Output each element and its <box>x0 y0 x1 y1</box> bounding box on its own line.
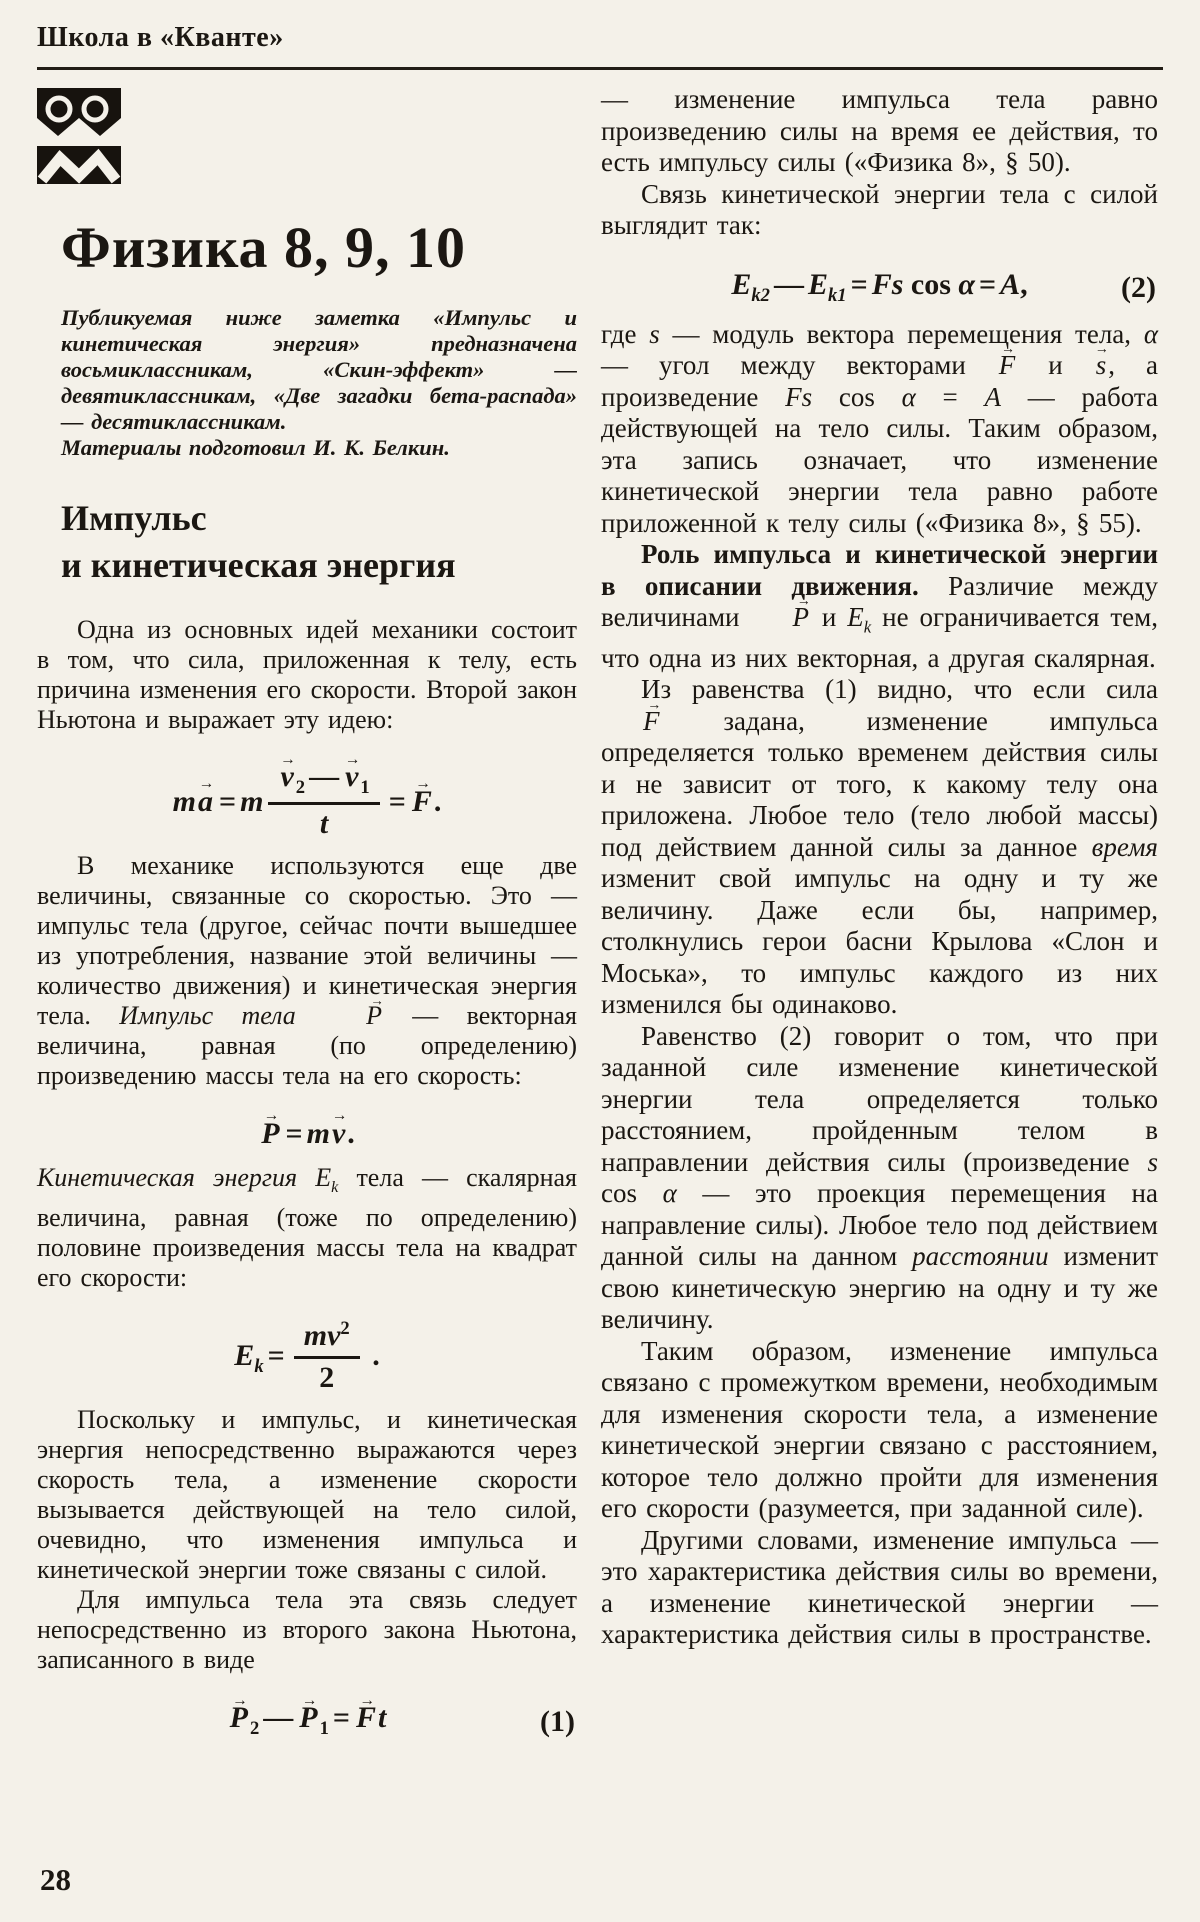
equation-number: (1) <box>540 1704 575 1738</box>
abstract-paragraph: Публикуемая ниже заметка «Импульс и кинетическая энергия» предназначена восьмиклассникам, «Скин-эффект» — девятиклассникам, «Две загадки бета-распада» — десятиклассникам. <box>61 305 577 434</box>
paragraph: Роль импульса и кинетической энергии в описании движения. Различие между величинами P → и $E_k$ не ограничивается тем, что одна из них векторная, а другая скалярная. <box>601 539 1158 674</box>
paragraph: Кинетическая энергия $E_k$ тела — скалярная величина, равная (тоже по определению) половине произведения массы тела на квадрат его скорости: <box>37 1163 577 1293</box>
fraction: $\frac{v \to _2 — v \to _1}{t}$ <box>268 761 379 839</box>
paragraph: Другими словами, изменение импульса — это характеристика действия силы во времени, а изменение кинетической энергии — характеристика действия силы в пространстве. <box>601 1524 1158 1650</box>
right-column <box>601 84 1158 1651</box>
page-number: 28 <box>40 1862 71 1897</box>
masthead-rule <box>37 67 1163 70</box>
section-header: Школа в «Кванте» <box>37 22 284 53</box>
byline: Материалы подготовил И. К. Белкин. <box>61 435 450 460</box>
formula-momentum-definition: P → = mv →. <box>37 1105 577 1151</box>
article-heading: Импульс и кинетическая энергия <box>61 498 456 585</box>
formula-impulse-change: P → $_2$ — P → $_1$ = F →t (1) <box>37 1689 577 1740</box>
formula-kinetic-energy-definition: $E_k$ = $\frac{mv^2}{2}$ . <box>234 1318 380 1394</box>
left-column <box>37 88 577 1752</box>
paragraph: Из равенства (1) видно, что если сила F → задана, изменение импульса определяется только временем действия силы и не зависит от того, к какому телу она приложена. Любое тело (тело любой массы) под действием данной силы за данное время изменит свой импульс на одну и ту же величину. Даже если бы, например, столкнулись герои басни Крылова «Слон и Моська», то импульс каждого из них изменился бы одинаково. <box>601 674 1158 1021</box>
fraction: $\frac{mv^2}{2}$ <box>294 1319 360 1393</box>
formula-newton-second-law: ma → = m $\frac{v \to _2 — v \to _1}{t}$ = F →. <box>37 749 577 839</box>
paragraph: Поскольку и импульс, и кинетическая энергия непосредственно выражаются через скорость тела, а изменение скорости вызывается действующей на тело силой, очевидно, что изменения импульса и кинетической энергии тоже связаны с силой. <box>37 1405 577 1585</box>
paragraph: Одна из основных идей механики состоит в том, что сила, приложенная к телу, есть причина изменения его скорости. Второй закон Ньютона и выражает эту идею: <box>37 615 577 734</box>
equation-number: (2) <box>1121 270 1156 304</box>
kvant-school-logo-icon <box>37 88 121 184</box>
formula-kinetic-energy-change: $E_{k2}$ — $E_{k1} = Fs$ cos α = A, (2) <box>731 267 1156 306</box>
paragraph: где s — модуль вектора перемещения тела, α — угол между векторами F → и s →, а произведение Fs cos α = A — работа действующей на тело силы. Таким образом, эта запись означает, что изменение кинетической энергии тела равно работе приложенной к телу силы («Физика 8», § 55). <box>601 319 1158 540</box>
paragraph: В механике используются еще две величины, связанные со скоростью. Это — импульс тела (другое, сейчас почти вышедшее из употребления, название этой величины — количество движения) и кинетическая энергия тела. Импульс тела P → — векторная величина, равная (по определению) произведению массы тела на его скорость: <box>37 851 577 1091</box>
paragraph: Равенство (2) говорит о том, что при заданной силе изменение кинетической энергии тела определяется только расстоянием, пройденным телом в направлении действия силы (произведение s cos α — это проекция перемещения на направление силы). Любое тело под действием данной силы на данном расстоянии изменит свою кинетическую энергию на одну и ту же величину. <box>601 1020 1158 1335</box>
article-abstract <box>61 305 577 461</box>
masthead <box>37 22 1163 70</box>
paragraph: Таким образом, изменение импульса связано с промежутком времени, необходимым для изменения скорости тела, а изменение кинетической энергии связано с расстоянием, которое тело должно пройти для изменения его скорости (разумеется, при заданной силе). <box>601 1335 1158 1524</box>
article-title: Физика 8, 9, 10 <box>61 215 466 280</box>
paragraph: — изменение импульса тела равно произведению силы на время ее действия, то есть импульсу силы («Физика 8», § 50). <box>601 84 1158 177</box>
paragraph: Связь кинетической энергии тела с силой выглядит так: <box>601 178 1158 240</box>
left-column-text <box>37 615 577 1740</box>
paragraph: Для импульса тела эта связь следует непосредственно из второго закона Ньютона, записанного в виде <box>37 1585 577 1675</box>
